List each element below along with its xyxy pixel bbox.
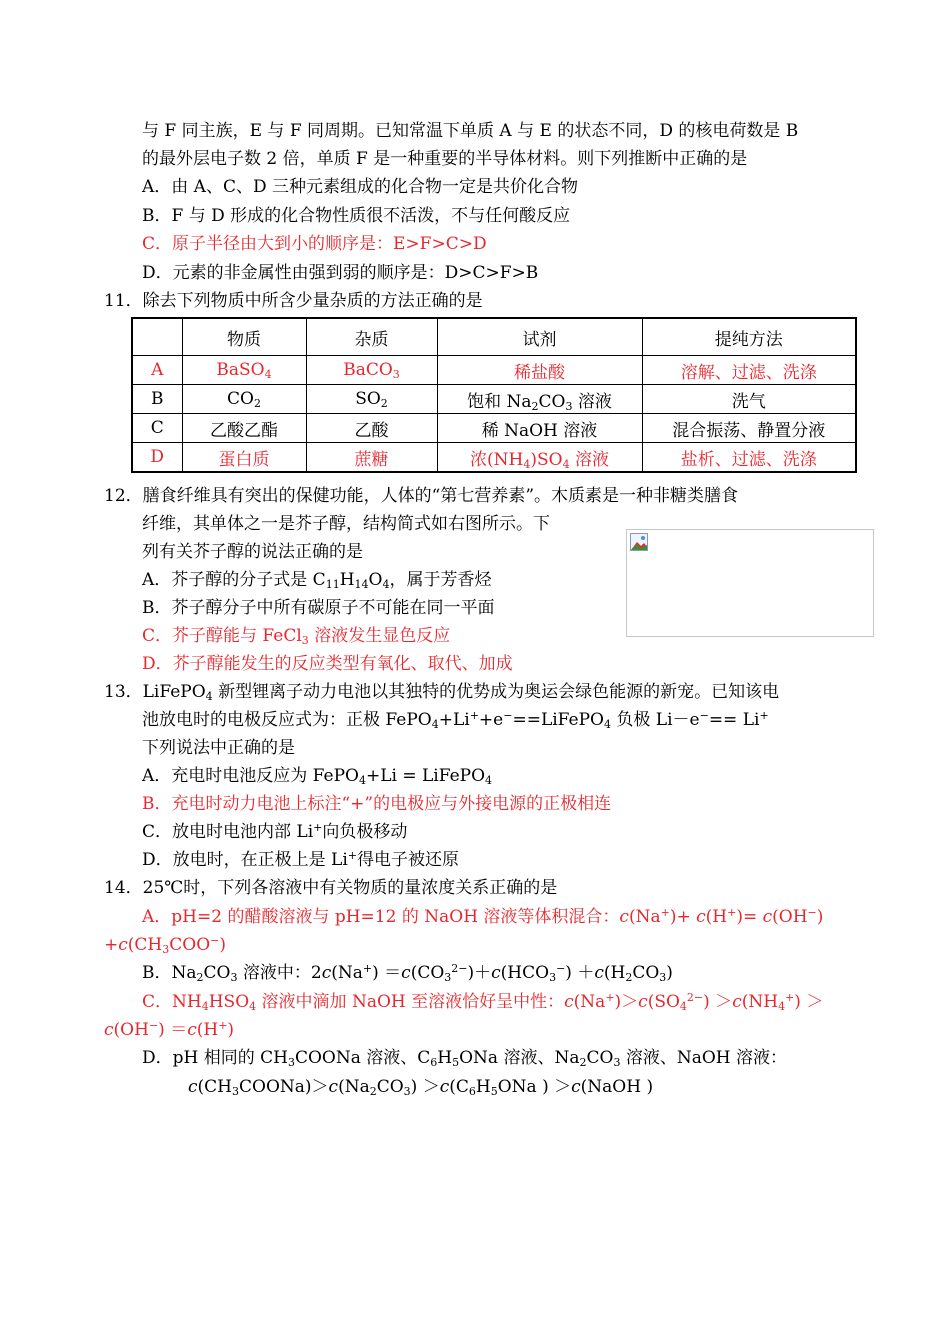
q14-option-d-cont: $c(CH_3COONa)>c(Na_2CO_3) >c(C_6H_5ONa$ ) ＞c(NaOH ) bbox=[188, 1077, 654, 1098]
q13-stem-line3: 下列说法中正确的是 bbox=[142, 738, 295, 758]
table-row bbox=[132, 385, 856, 414]
q12-stem-line1: 12．膳食纤维具有突出的保健功能，人体的“第七营养素”。木质素是一种非糖类膳食 bbox=[104, 486, 739, 506]
q13-stem-line2: 池放电时的电极反应式为：正极 FePO$_4$+Li++e−==LiFePO$_4$ 负极 Li－e−== Li+ bbox=[142, 709, 769, 731]
q13-option-b: B．充电时动力电池上标注“+”的电极应与外接电源的正极相连 bbox=[142, 794, 612, 814]
q10-option-a: A．由 A、C、D 三种元素组成的化合物一定是共价化合物 bbox=[142, 177, 578, 197]
q14-option-c-cont: c(OH−) ＝c(H+) bbox=[104, 1019, 235, 1040]
row-label: D bbox=[132, 443, 182, 473]
table-header-cell: 提纯方法 bbox=[642, 318, 856, 356]
row-method: 洗气 bbox=[642, 385, 856, 414]
q10-option-c: C．原子半径由大到小的顺序是：E>F>C>D bbox=[142, 234, 487, 254]
q10-stem-line2: 的最外层电子数 2 倍，单质 F 是一种重要的半导体材料。则下列推断中正确的是 bbox=[142, 149, 748, 169]
row-method: 溶解、过滤、洗涤 bbox=[642, 356, 856, 385]
q12-option-d: D．芥子醇能发生的反应类型有氧化、取代、加成 bbox=[142, 654, 513, 674]
table-header-row bbox=[132, 318, 856, 356]
row-impurity: BaCO$_3$ bbox=[306, 356, 437, 385]
q14-option-c: C．$NH_4HSO_4$ 溶液中滴加 NaOH 至溶液恰好呈中性：$c(Na^+)>c(SO_4^{2-}) >c(NH_4^+)$ ＞ bbox=[142, 991, 824, 1013]
q12-option-c: C．芥子醇能与 FeCl$_3$ 溶液发生显色反应 bbox=[142, 626, 451, 647]
row-substance: 蛋白质 bbox=[182, 443, 306, 473]
q10-option-d: D．元素的非金属性由强到弱的顺序是：D>C>F>B bbox=[142, 263, 539, 283]
q14-stem: 14．25℃时，下列各溶液中有关物质的量浓度关系正确的是 bbox=[104, 878, 558, 898]
table-header-cell: 杂质 bbox=[306, 318, 437, 356]
row-method: 混合振荡、静置分液 bbox=[642, 414, 856, 443]
row-substance: $CO_2$ bbox=[182, 385, 306, 414]
q10-stem-line1: 与 F 同主族，E 与 F 同周期。已知常温下单质 A 与 E 的状态不同，D 的核电荷数是 B bbox=[142, 121, 799, 141]
q13-stem-line1: 13．LiFePO$_4$ 新型锂离子动力电池以其独特的优势成为奥运会绿色能源的新宠。已知该电 bbox=[104, 682, 780, 703]
q10-option-b: B．F 与 D 形成的化合物性质很不活泼，不与任何酸反应 bbox=[142, 206, 571, 226]
table-row bbox=[132, 443, 856, 473]
row-label: A bbox=[132, 356, 182, 385]
q11-table bbox=[131, 317, 857, 473]
q12-stem-line2: 纤维，其单体之一是芥子醇，结构简式如右图所示。下 bbox=[142, 514, 550, 534]
row-label: B bbox=[132, 385, 182, 414]
table-header-cell: 试剂 bbox=[437, 318, 642, 356]
q13-option-d: D．放电时，在正极上是 Li+得电子被还原 bbox=[142, 849, 459, 870]
row-method: 盐析、过滤、洗涤 bbox=[642, 443, 856, 473]
q11-stem: 11．除去下列物质中所含少量杂质的方法正确的是 bbox=[104, 291, 483, 311]
q14-option-a-cont: $+c(CH_3COO^-)$ bbox=[104, 934, 226, 956]
row-reagent: 饱和 $Na_2CO_3$ 溶液 bbox=[437, 385, 642, 414]
row-reagent: 稀 NaOH 溶液 bbox=[437, 414, 642, 443]
q12-option-a: A．芥子醇的分子式是 $C_{11}H_{14}O_4$，属于芳香烃 bbox=[142, 570, 492, 591]
q13-option-a: A．充电时电池反应为 FePO$_4$+Li = LiFePO$_4$ bbox=[142, 766, 493, 787]
row-substance: BaSO$_4$ bbox=[182, 356, 306, 385]
row-label: C bbox=[132, 414, 182, 443]
table-row bbox=[132, 356, 856, 385]
q12-stem-line3: 列有关芥子醇的说法正确的是 bbox=[142, 542, 363, 562]
table-row bbox=[132, 414, 856, 443]
row-impurity: 乙酸 bbox=[306, 414, 437, 443]
q12-option-b: B．芥子醇分子中所有碳原子不可能在同一平面 bbox=[142, 598, 495, 618]
row-reagent: 稀盐酸 bbox=[437, 356, 642, 385]
row-impurity: 蔗糖 bbox=[306, 443, 437, 473]
row-reagent: 浓$(NH_4)SO_4$ 溶液 bbox=[437, 443, 642, 473]
q14-option-a: A．pH=2 的醋酸溶液与 pH=12 的 NaOH 溶液等体积混合：c(Na+)+ c(H+)= c(OH−) bbox=[142, 906, 824, 927]
q14-option-d: D．pH 相同的 $CH_3COONa$ 溶液、$C_6H_5ONa$ 溶液、$Na_2CO_3$ 溶液、NaOH 溶液： bbox=[142, 1048, 788, 1069]
table-header-cell bbox=[132, 318, 182, 356]
broken-image-icon bbox=[630, 533, 648, 551]
structure-image-placeholder bbox=[626, 529, 874, 637]
table-header-cell: 物质 bbox=[182, 318, 306, 356]
q14-option-b: B．$Na_2CO_3$ 溶液中：$2c(Na^+) =c(CO_3^{2-})+c(HCO_3^-) +c(H_2CO_3)$ bbox=[142, 962, 673, 984]
row-substance: 乙酸乙酯 bbox=[182, 414, 306, 443]
row-impurity: $SO_2$ bbox=[306, 385, 437, 414]
q13-option-c: C．放电时电池内部 Li+向负极移动 bbox=[142, 821, 408, 842]
